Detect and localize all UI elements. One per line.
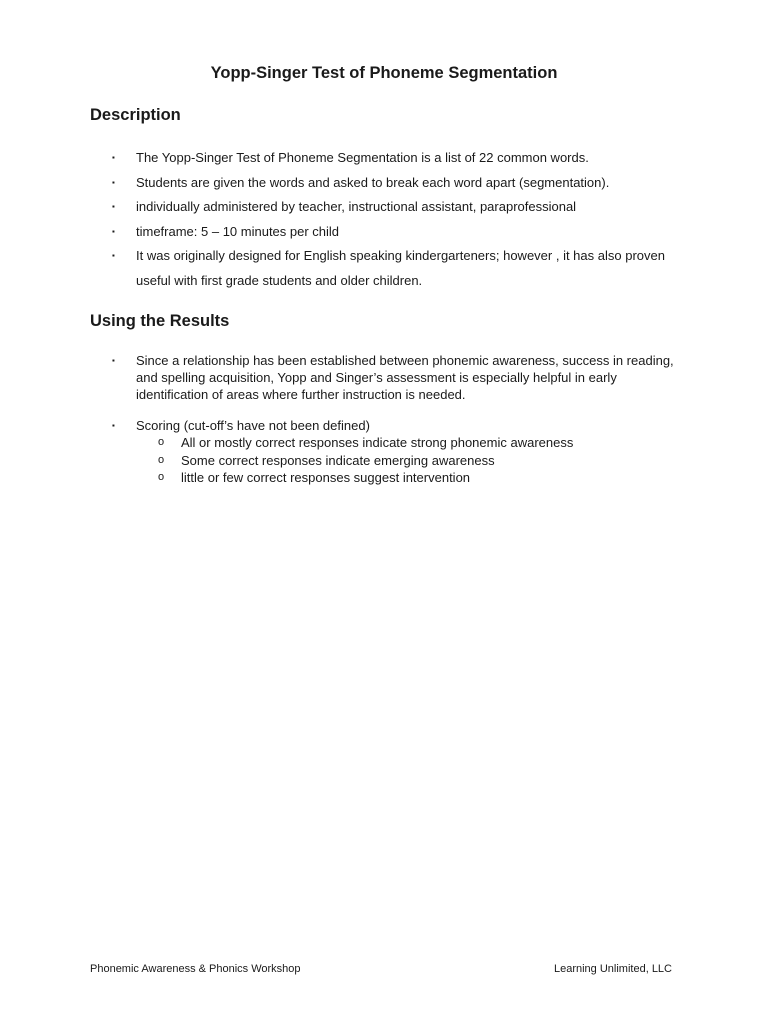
page-footer [90, 963, 672, 975]
list-item [112, 220, 692, 245]
list-item-text: The Yopp-Singer Test of Phoneme Segmentation is a list of 22 common words. [136, 150, 589, 165]
square-bullet-icon: ▪ [112, 251, 115, 260]
list-item [112, 171, 692, 196]
scoring-label: Scoring (cut-off’s have not been defined) [136, 418, 370, 433]
list-item-text: Students are given the words and asked to break each word apart (segmentation). [136, 174, 610, 190]
results-heading: Using the Results [90, 312, 230, 330]
list-item-text: It was originally designed for English speaking kindergarteners; however , it has also proven useful with first grade students and older children. [136, 248, 665, 288]
square-bullet-icon: ▪ [112, 356, 115, 365]
footer-left-text: Phonemic Awareness & Phonics Workshop [90, 963, 301, 975]
circle-bullet-icon: o [158, 453, 165, 466]
list-item [112, 352, 692, 403]
circle-bullet-icon: o [158, 471, 165, 483]
list-item [112, 195, 692, 220]
square-bullet-icon: ▪ [112, 421, 115, 430]
list-item [112, 417, 692, 487]
list-item-text: timeframe: 5 – 10 minutes per child [136, 223, 340, 239]
description-list [112, 146, 692, 293]
results-list [112, 352, 692, 487]
square-bullet-icon: ▪ [112, 177, 115, 187]
footer-right-text: Learning Unlimited, LLC [553, 963, 672, 975]
square-bullet-icon: ▪ [112, 202, 115, 211]
sub-list-item-text: little or few correct responses suggest intervention [181, 470, 471, 485]
sub-list-item [136, 469, 692, 487]
sub-list-item-text: Some correct responses indicate emerging awareness [181, 452, 495, 468]
list-item [112, 146, 692, 171]
sub-list-item [136, 434, 692, 452]
list-item-text: Since a relationship has been established between phonemic awareness, success in reading, and spelling acquisition, Yopp and Singer’s assessment is especially helpful in early identification of areas where further instruction is needed. [136, 353, 674, 402]
list-item-text: individually administered by teacher, instructional assistant, paraprofessional [136, 199, 577, 214]
list-item [112, 244, 692, 293]
square-bullet-icon: ▪ [112, 226, 115, 236]
square-bullet-icon: ▪ [112, 153, 115, 162]
description-heading: Description [90, 106, 181, 124]
circle-bullet-icon: o [158, 436, 165, 448]
scoring-sub-list [136, 434, 692, 487]
sub-list-item [136, 452, 692, 470]
page-title: Yopp-Singer Test of Phoneme Segmentation [210, 64, 558, 82]
sub-list-item-text: All or mostly correct responses indicate strong phonemic awareness [181, 435, 574, 450]
